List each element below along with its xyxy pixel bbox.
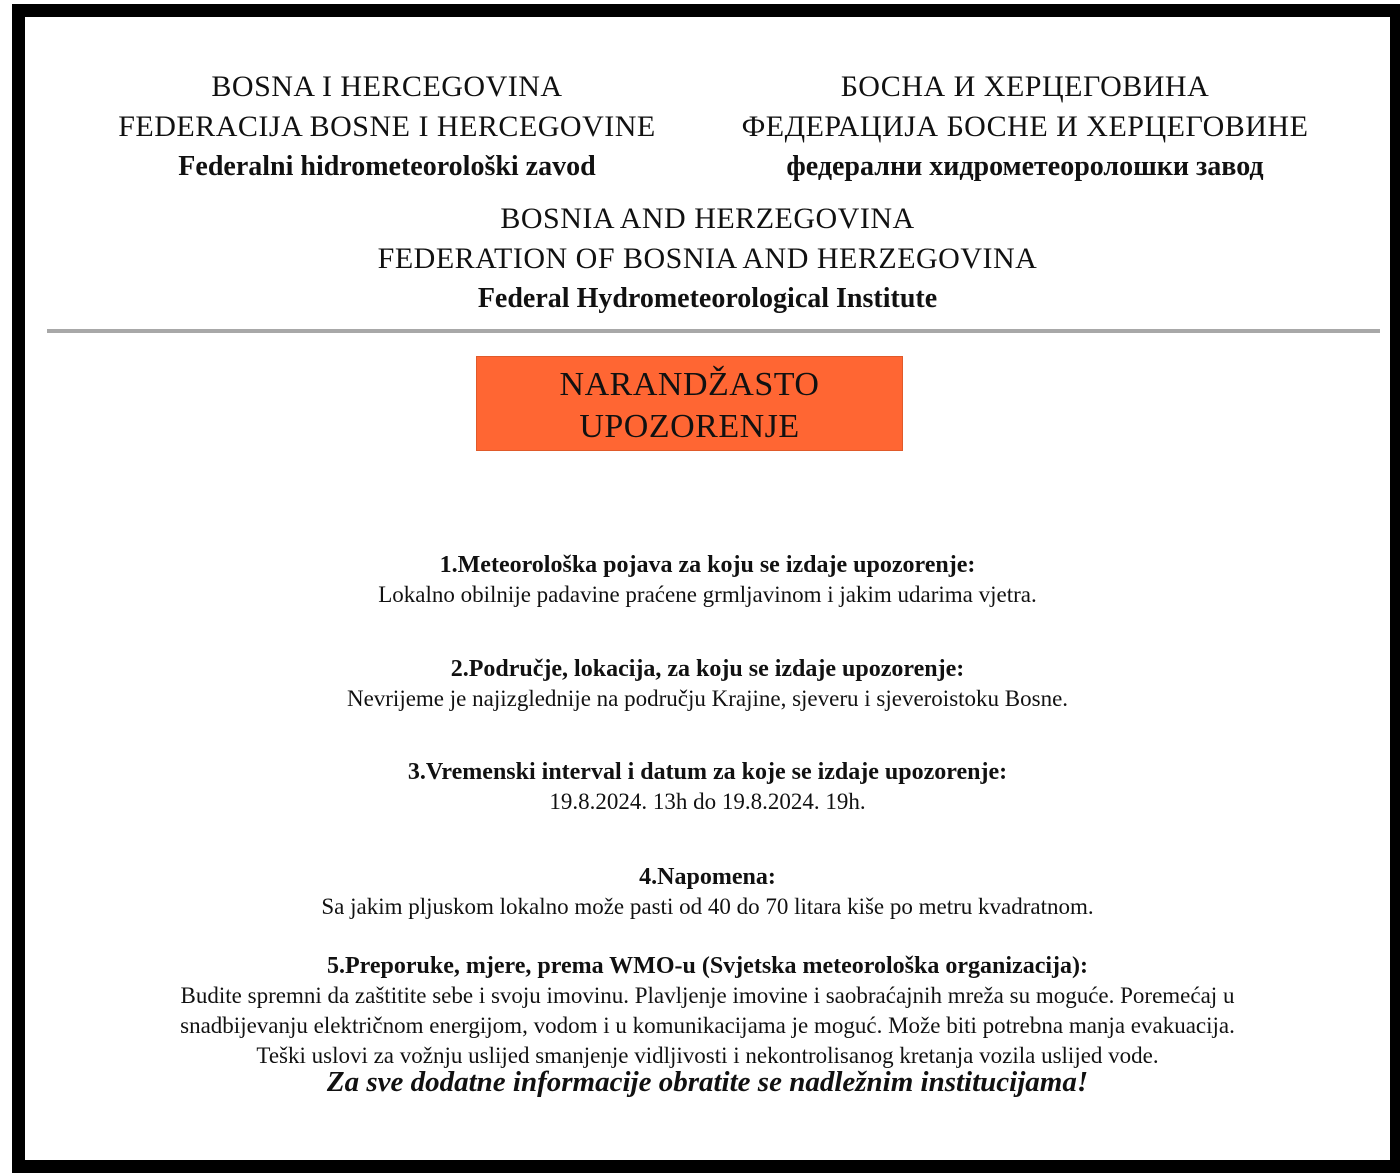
section-body: Nevrijeme je najizglednije na području Krajine, sjeveru i sjeveroistoku Bosne. [346, 686, 1069, 711]
section-phenomenon [25, 550, 1390, 610]
closing-notice: Za sve dodatne informacije obratite se nadležnim institucijama! [326, 1066, 1089, 1098]
section-title: 1.Meteorološka pojava za koju se izdaje upozorenje: [439, 552, 976, 578]
header-divider [47, 329, 1380, 333]
section-title: 4.Napomena: [639, 864, 776, 890]
section-body: Lokalno obilnije padavine praćene grmljavinom i jakim udarima vjetra. [378, 582, 1037, 607]
section-title: 2.Područje, lokacija, za koju se izdaje upozorenje: [450, 656, 965, 682]
section-body: Budite spremni da zaštitite sebe i svoju imovinu. Plavljenje imovine i saobraćajnih mreža su moguće. Poremećaj u [180, 983, 1235, 1008]
section-body: Teški uslovi za vožnju uslijed smanjenje vidljivosti i nekontrolisanog kretanja vozila uslijed vode. [256, 1043, 1159, 1068]
section-body: 19.8.2024. 13h do 19.8.2024. 19h. [549, 789, 866, 814]
header-cyrillic-institute: федерални хидрометеоролошки завод [786, 151, 1264, 182]
section-area [25, 654, 1390, 714]
header-latin-country: BOSNA I HERCEGOVINA [211, 70, 563, 103]
document-frame [12, 4, 1400, 1173]
header-cyrillic-federation: ФЕДЕРАЦИЈА БОСНЕ И ХЕРЦЕГОВИНЕ [741, 110, 1309, 143]
header-cyrillic-country: БОСНА И ХЕРЦЕГОВИНА [840, 70, 1210, 103]
section-title: 3.Vremenski interval i datum za koje se izdaje upozorenje: [407, 759, 1008, 785]
warning-level-line1: NARANDŽASTO [559, 366, 820, 403]
section-note [25, 862, 1390, 922]
section-recommendations [25, 951, 1390, 1071]
section-title: 5.Preporuke, mjere, prema WMO-u (Svjetska meteorološka organizacija): [327, 953, 1088, 979]
warning-level-line2: UPOZORENJE [579, 408, 800, 445]
header-english [25, 199, 1390, 319]
header-latin-federation: FEDERACIJA BOSNE I HERCEGOVINE [118, 110, 656, 143]
section-interval [25, 757, 1390, 817]
section-body: Sa jakim pljuskom lokalno može pasti od 40 do 70 litara kiše po metru kvadratnom. [321, 894, 1094, 919]
header-english-federation: FEDERATION OF BOSNIA AND HERZEGOVINA [377, 242, 1038, 275]
header-english-institute: Federal Hydrometeorological Institute [477, 283, 938, 314]
warning-level-badge [476, 356, 903, 451]
section-body: snadbijevanju električnom energijom, vodom i u komunikacijama je moguć. Može biti potrebna manja evakuacija. [180, 1013, 1235, 1038]
header-english-country: BOSNIA AND HERZEGOVINA [500, 202, 915, 235]
header-latin-institute: Federalni hidrometeorološki zavod [178, 151, 596, 182]
header-cyrillic [705, 67, 1345, 187]
header-latin [77, 67, 697, 187]
